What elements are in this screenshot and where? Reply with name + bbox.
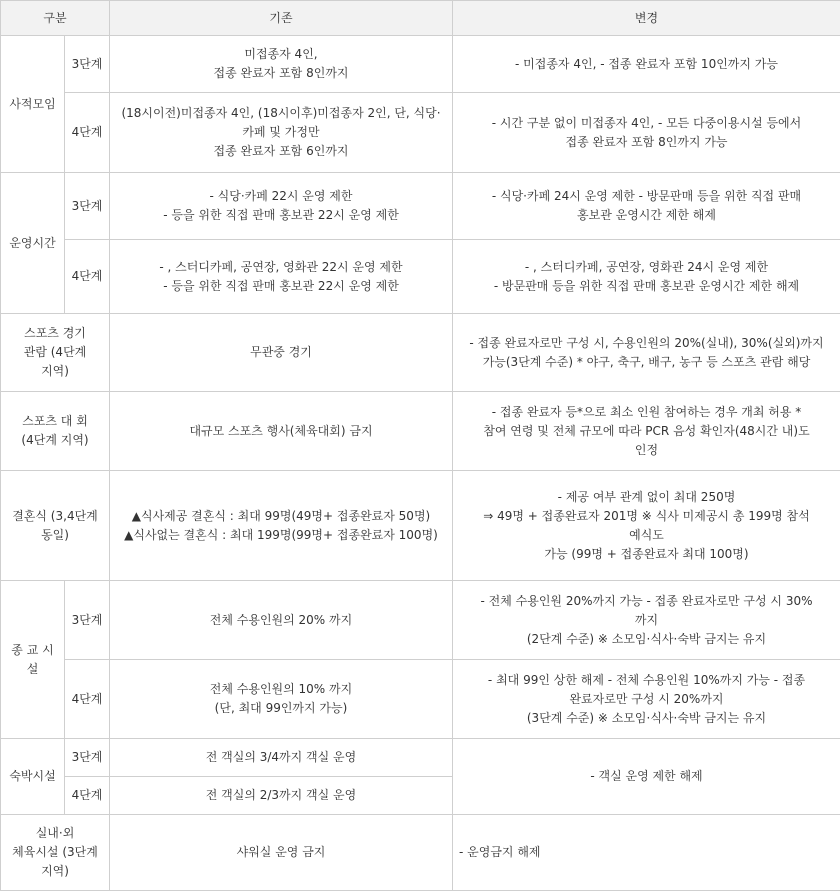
after-cell: - 객실 운영 제한 해제 (453, 739, 840, 815)
stage-label: 4단계 (65, 777, 110, 815)
table-row (1, 173, 840, 240)
after-cell: - 최대 99인 상한 해제 - 전체 수용인원 10%까지 가능 - 접종 완료자로만 구성 시 20%까지 (3단계 수준) ※ 소모임·식사·숙박 금지는 유지 (453, 660, 840, 739)
table-row (1, 240, 840, 314)
table-row (1, 815, 840, 891)
category-lodging: 숙박시설 (1, 739, 65, 815)
before-cell: 전 객실의 2/3까지 객실 운영 (110, 777, 453, 815)
before-cell: 무관중 경기 (110, 314, 453, 392)
before-cell: 샤워실 운영 금지 (110, 815, 453, 891)
table-row (1, 314, 840, 392)
before-cell: ▲식사제공 결혼식 : 최대 99명(49명+ 접종완료자 50명) ▲식사없는 결혼식 : 최대 199명(99명+ 접종완료자 100명) (110, 471, 453, 581)
header-category: 구분 (1, 1, 110, 36)
category-sports-facility: 실내·외 체육시설 (3단계 지역) (1, 815, 110, 891)
stage-label: 3단계 (65, 173, 110, 240)
header-before: 기존 (110, 1, 453, 36)
after-cell: - 제공 여부 관계 없이 최대 250명 ⇒ 49명 + 접종완료자 201명 ※ 식사 미제공시 총 199명 참석 예식도 가능 (99명 + 접종완료자 최대 100명) (453, 471, 840, 581)
before-cell: (18시이전)미접종자 4인, (18시이후)미접종자 2인, 단, 식당· 카페 및 가정만 접종 완료자 포함 6인까지 (110, 93, 453, 173)
category-sports-event: 스포츠 대 회 (4단계 지역) (1, 392, 110, 471)
before-cell: 전체 수용인원의 20% 까지 (110, 581, 453, 660)
header-after: 변경 (453, 1, 840, 36)
before-cell: 대규모 스포츠 행사(체육대회) 금지 (110, 392, 453, 471)
after-cell: - 접종 완료자 등*으로 최소 인원 참여하는 경우 개최 허용 * 참여 연령 및 전체 규모에 따라 PCR 음성 확인자(48시간 내)도 인정 (453, 392, 840, 471)
before-cell: 미접종자 4인, 접종 완료자 포함 8인까지 (110, 36, 453, 93)
category-sports-viewing: 스포츠 경기 관람 (4단계 지역) (1, 314, 110, 392)
before-cell: 전체 수용인원의 10% 까지 (단, 최대 99인까지 가능) (110, 660, 453, 739)
table-row (1, 392, 840, 471)
after-cell: - 식당·카페 24시 운영 제한 - 방문판매 등을 위한 직접 판매 홍보관 운영시간 제한 해제 (453, 173, 840, 240)
category-wedding: 결혼식 (3,4단계 동일) (1, 471, 110, 581)
stage-label: 3단계 (65, 581, 110, 660)
stage-label: 3단계 (65, 739, 110, 777)
category-religious: 종 교 시 설 (1, 581, 65, 739)
category-operating-hours: 운영시간 (1, 173, 65, 314)
after-cell: - , 스터디카페, 공연장, 영화관 24시 운영 제한 - 방문판매 등을 위한 직접 판매 홍보관 운영시간 제한 해제 (453, 240, 840, 314)
table-row (1, 36, 840, 93)
stage-label: 4단계 (65, 660, 110, 739)
before-cell: - , 스터디카페, 공연장, 영화관 22시 운영 제한 - 등을 위한 직접 판매 홍보관 22시 운영 제한 (110, 240, 453, 314)
before-cell: 전 객실의 3/4까지 객실 운영 (110, 739, 453, 777)
before-cell: - 식당·카페 22시 운영 제한 - 등을 위한 직접 판매 홍보관 22시 운영 제한 (110, 173, 453, 240)
after-cell: - 접종 완료자로만 구성 시, 수용인원의 20%(실내), 30%(실외)까지 가능(3단계 수준) * 야구, 축구, 배구, 농구 등 스포츠 관람 해당 (453, 314, 840, 392)
stage-label: 4단계 (65, 240, 110, 314)
table-row (1, 93, 840, 173)
stage-label: 4단계 (65, 93, 110, 173)
table-row (1, 581, 840, 660)
after-cell: - 미접종자 4인, - 접종 완료자 포함 10인까지 가능 (453, 36, 840, 93)
table-row (1, 471, 840, 581)
after-cell: - 전체 수용인원 20%까지 가능 - 접종 완료자로만 구성 시 30% 까지 (2단계 수준) ※ 소모임·식사·숙박 금지는 유지 (453, 581, 840, 660)
after-cell: - 시간 구분 없이 미접종자 4인, - 모든 다중이용시설 등에서 접종 완료자 포함 8인까지 가능 (453, 93, 840, 173)
header-row (1, 1, 840, 36)
after-cell: - 운영금지 해제 (453, 815, 840, 891)
table-row (1, 739, 840, 777)
table-row (1, 660, 840, 739)
stage-label: 3단계 (65, 36, 110, 93)
category-private-gathering: 사적모임 (1, 36, 65, 173)
